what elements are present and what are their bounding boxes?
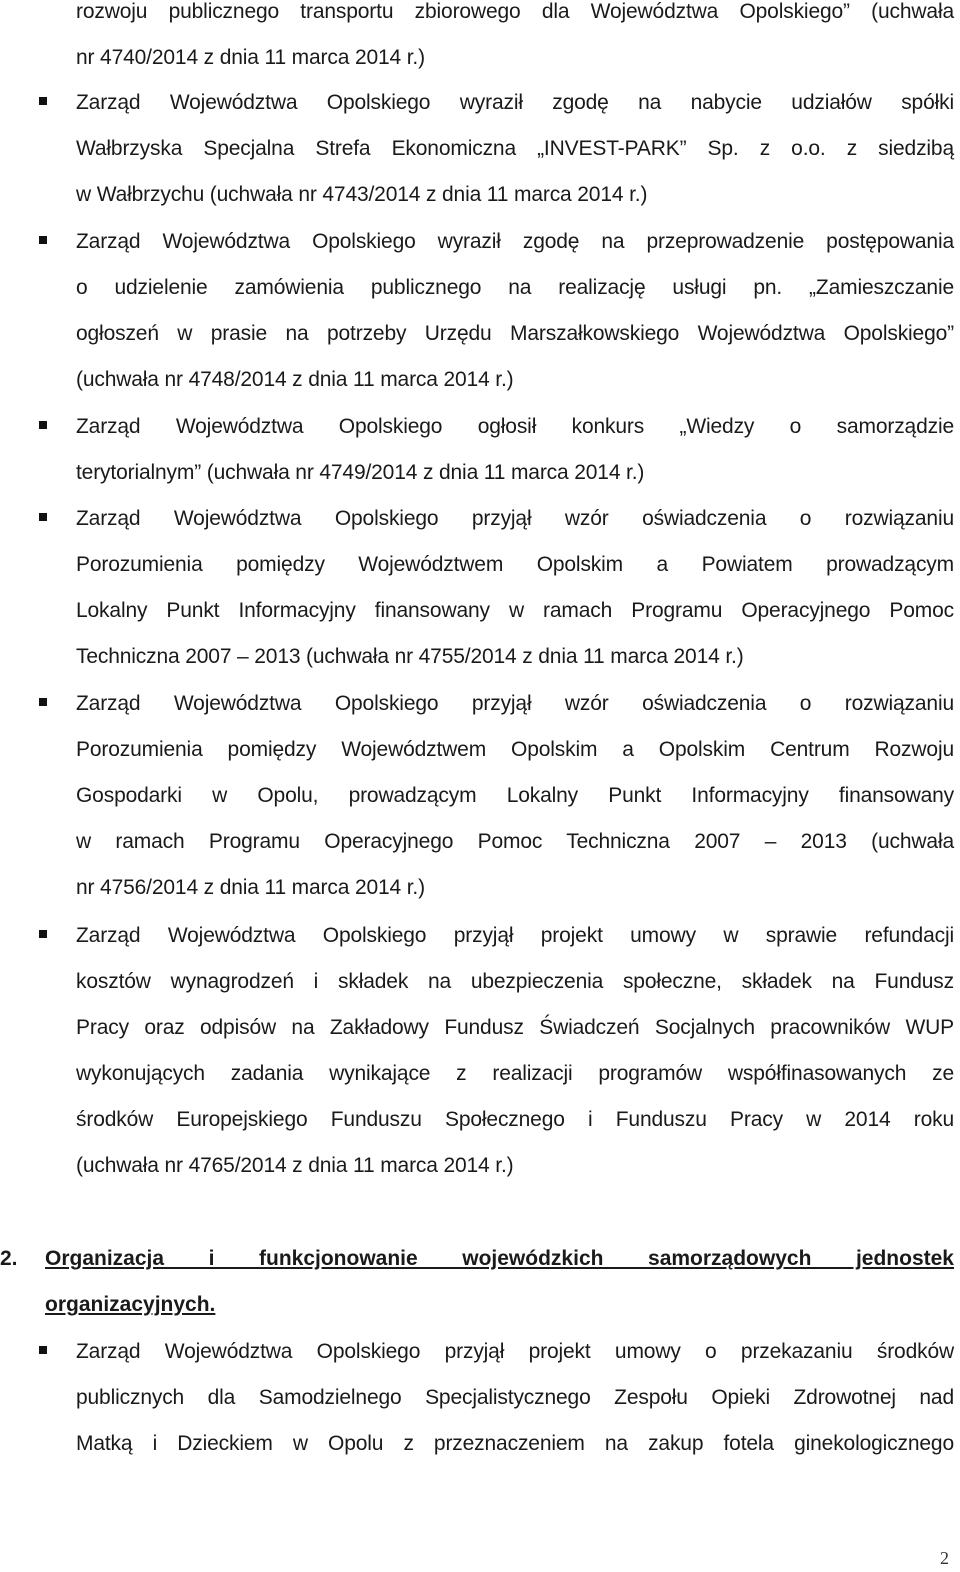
paragraph-line: Porozumienia pomiędzy Województwem Opolskim a Opolskim Centrum Rozwoju (76, 738, 954, 761)
paragraph-line: Gospodarki w Opolu, prowadzącym Lokalny Punkt Informacyjny finansowany (76, 784, 954, 807)
page-number: 2 (940, 1548, 949, 1568)
paragraph-line: rozwoju publicznego transportu zbiorowego dla Województwa Opolskiego” (uchwała (76, 0, 954, 23)
paragraph-line: Porozumienia pomiędzy Województwem Opolskim a Powiatem prowadzącym (76, 553, 954, 576)
section-number: 2. (0, 1247, 18, 1270)
paragraph-line: Lokalny Punkt Informacyjny finansowany w ramach Programu Operacyjnego Pomoc (76, 599, 954, 622)
paragraph-line: publicznych dla Samodzielnego Specjalistycznego Zespołu Opieki Zdrowotnej nad (76, 1386, 954, 1409)
paragraph-line: Techniczna 2007 – 2013 (uchwała nr 4755/2014 z dnia 11 marca 2014 r.) (76, 645, 744, 668)
paragraph-line: (uchwała nr 4748/2014 z dnia 11 marca 2014 r.) (76, 368, 514, 391)
bullet-square-icon (39, 930, 47, 938)
paragraph-line: wykonujących zadania wynikające z realizacji programów współfinasowanych ze (76, 1062, 954, 1085)
paragraph-line: nr 4740/2014 z dnia 11 marca 2014 r.) (76, 46, 425, 69)
paragraph-line: w Wałbrzychu (uchwała nr 4743/2014 z dnia 11 marca 2014 r.) (76, 183, 648, 206)
bullet-square-icon (39, 236, 47, 244)
paragraph-line: Matką i Dzieckiem w Opolu z przeznaczeniem na zakup fotela ginekologicznego (76, 1432, 954, 1455)
paragraph-line: Zarząd Województwa Opolskiego przyjął wzór oświadczenia o rozwiązaniu (76, 507, 954, 530)
section-heading: Organizacja i funkcjonowanie wojewódzkich samorządowych jednostek (45, 1247, 954, 1270)
paragraph-line: (uchwała nr 4765/2014 z dnia 11 marca 2014 r.) (76, 1154, 514, 1177)
section-heading: organizacyjnych. (45, 1293, 216, 1316)
paragraph-line: Zarząd Województwa Opolskiego przyjął projekt umowy o przekazaniu środków (76, 1340, 954, 1363)
paragraph-line: kosztów wynagrodzeń i składek na ubezpieczenia społeczne, składek na Fundusz (76, 970, 954, 993)
paragraph-line: nr 4756/2014 z dnia 11 marca 2014 r.) (76, 876, 425, 899)
paragraph-line: Zarząd Województwa Opolskiego przyjął wzór oświadczenia o rozwiązaniu (76, 692, 954, 715)
paragraph-line: Pracy oraz odpisów na Zakładowy Fundusz Świadczeń Socjalnych pracowników WUP (76, 1016, 954, 1039)
bullet-square-icon (39, 421, 47, 429)
paragraph-line: Zarząd Województwa Opolskiego wyraził zgodę na nabycie udziałów spółki (76, 91, 954, 114)
paragraph-line: terytorialnym” (uchwała nr 4749/2014 z dnia 11 marca 2014 r.) (76, 461, 645, 484)
paragraph-line: środków Europejskiego Funduszu Społecznego i Funduszu Pracy w 2014 roku (76, 1108, 954, 1131)
paragraph-line: Zarząd Województwa Opolskiego przyjął projekt umowy w sprawie refundacji (76, 924, 954, 947)
bullet-square-icon (39, 1346, 47, 1354)
paragraph-line: o udzielenie zamówienia publicznego na realizację usługi pn. „Zamieszczanie (76, 276, 954, 299)
bullet-square-icon (39, 698, 47, 706)
paragraph-line: Zarząd Województwa Opolskiego ogłosił konkurs „Wiedzy o samorządzie (76, 415, 954, 438)
paragraph-line: w ramach Programu Operacyjnego Pomoc Techniczna 2007 – 2013 (uchwała (76, 830, 954, 853)
paragraph-line: ogłoszeń w prasie na potrzeby Urzędu Marszałkowskiego Województwa Opolskiego” (76, 322, 954, 345)
paragraph-line: Wałbrzyska Specjalna Strefa Ekonomiczna „INVEST-PARK” Sp. z o.o. z siedzibą (76, 137, 954, 160)
bullet-square-icon (39, 97, 47, 105)
bullet-square-icon (39, 513, 47, 521)
paragraph-line: Zarząd Województwa Opolskiego wyraził zgodę na przeprowadzenie postępowania (76, 230, 954, 253)
